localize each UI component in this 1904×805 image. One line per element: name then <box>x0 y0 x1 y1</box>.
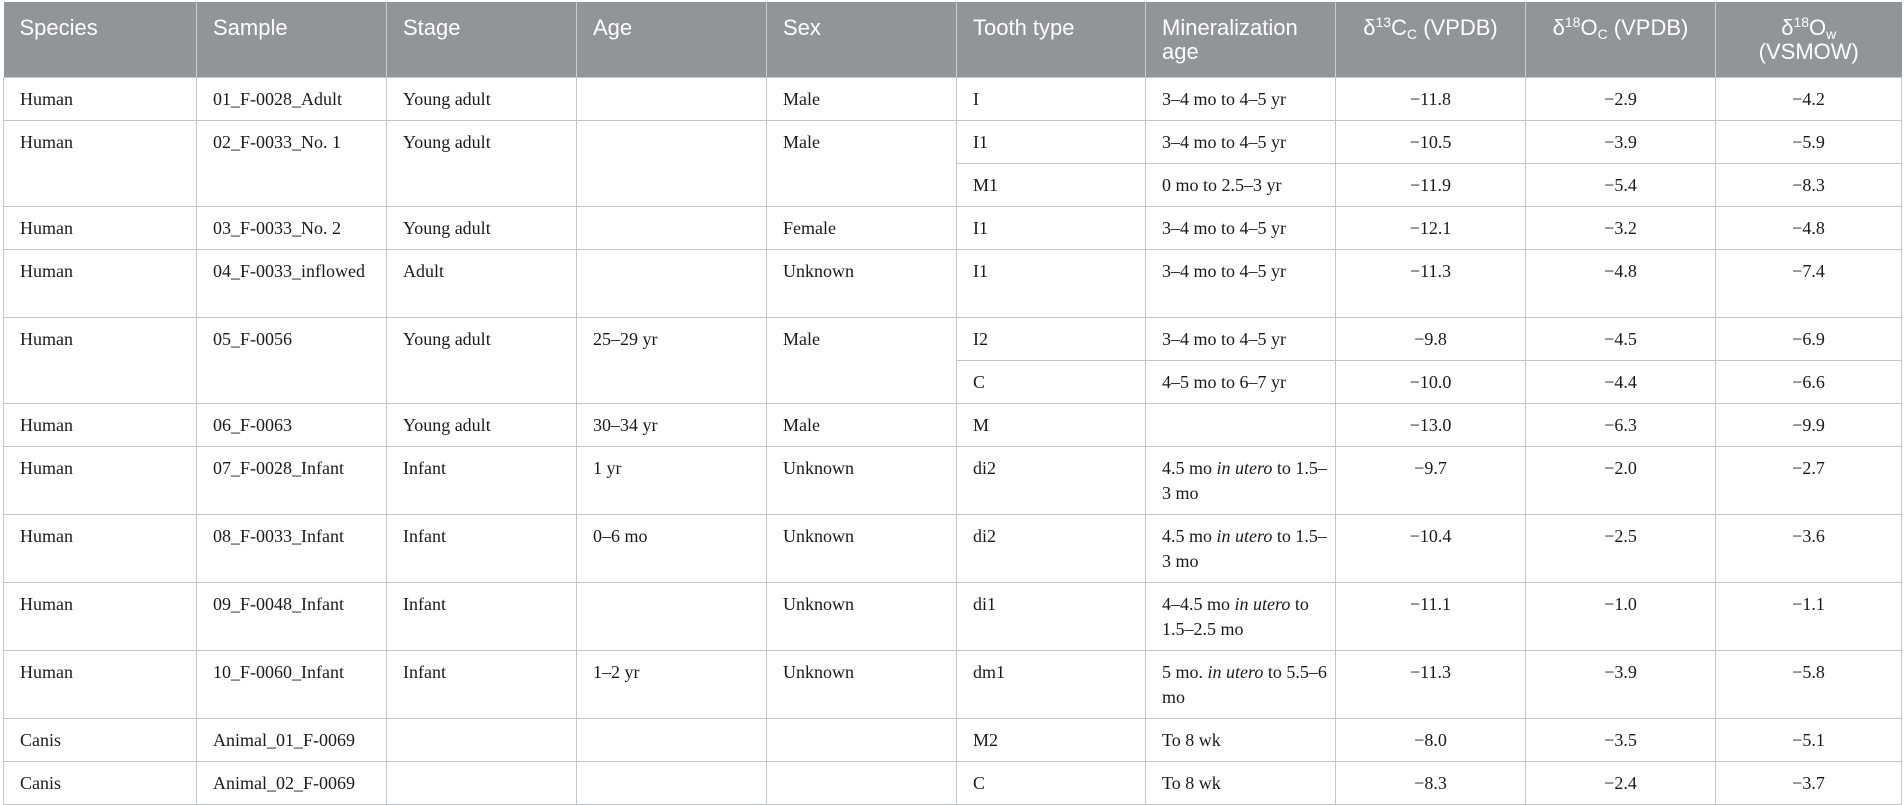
cell-tooth-type: M2 <box>957 719 1146 762</box>
cell-age: 1 yr <box>577 447 767 515</box>
header-d18o-carbonate: $\delta^{18}O_C$ (VPDB) <box>1526 2 1716 78</box>
cell-age: 0–6 mo <box>577 515 767 583</box>
cell-mineralization-age <box>1146 404 1336 447</box>
cell-d13c: −10.4 <box>1336 515 1526 583</box>
cell-d13c: −11.3 <box>1336 250 1526 318</box>
cell-tooth-type: M1 <box>957 164 1146 207</box>
isotope-table-container <box>3 2 1901 805</box>
cell-stage: Young adult <box>387 318 577 404</box>
cell-stage: Infant <box>387 651 577 719</box>
cell-age: 25–29 yr <box>577 318 767 404</box>
cell-mineralization-age: 4.5 mo in utero to 1.5–3 mo <box>1146 447 1336 515</box>
cell-sample: 10_F-0060_Infant <box>197 651 387 719</box>
cell-d13c: −10.5 <box>1336 121 1526 164</box>
header-age: Age <box>577 2 767 78</box>
cell-age: 1–2 yr <box>577 651 767 719</box>
cell-tooth-type: di2 <box>957 447 1146 515</box>
cell-tooth-type: di2 <box>957 515 1146 583</box>
cell-sex <box>767 719 957 762</box>
cell-d13c: −8.0 <box>1336 719 1526 762</box>
cell-species: Canis <box>4 762 197 805</box>
cell-d18ow: −2.7 <box>1716 447 1902 515</box>
table-row <box>4 250 1902 318</box>
cell-d18oc: −3.2 <box>1526 207 1716 250</box>
cell-stage: Infant <box>387 447 577 515</box>
cell-tooth-type: I <box>957 78 1146 121</box>
cell-mineralization-age: 4.5 mo in utero to 1.5–3 mo <box>1146 515 1336 583</box>
cell-sample: Animal_02_F-0069 <box>197 762 387 805</box>
cell-species: Human <box>4 515 197 583</box>
cell-d13c: −11.1 <box>1336 583 1526 651</box>
table-row <box>4 207 1902 250</box>
cell-d18oc: −6.3 <box>1526 404 1716 447</box>
cell-d13c: −13.0 <box>1336 404 1526 447</box>
cell-mineralization-age: 3–4 mo to 4–5 yr <box>1146 78 1336 121</box>
cell-stage <box>387 762 577 805</box>
cell-stage: Infant <box>387 583 577 651</box>
cell-tooth-type: M <box>957 404 1146 447</box>
cell-tooth-type: dm1 <box>957 651 1146 719</box>
cell-d18oc: −2.5 <box>1526 515 1716 583</box>
cell-d18ow: −4.2 <box>1716 78 1902 121</box>
cell-sample: 04_F-0033_inflowed <box>197 250 387 318</box>
cell-species: Human <box>4 318 197 404</box>
cell-d18ow: −9.9 <box>1716 404 1902 447</box>
cell-tooth-type: I1 <box>957 250 1146 318</box>
cell-mineralization-age: 3–4 mo to 4–5 yr <box>1146 207 1336 250</box>
cell-d18oc: −4.4 <box>1526 361 1716 404</box>
cell-tooth-type: C <box>957 361 1146 404</box>
cell-sex: Male <box>767 318 957 404</box>
cell-tooth-type: I1 <box>957 121 1146 164</box>
cell-species: Human <box>4 651 197 719</box>
header-sex: Sex <box>767 2 957 78</box>
cell-age <box>577 121 767 207</box>
cell-d18ow: −5.9 <box>1716 121 1902 164</box>
cell-sample: 08_F-0033_Infant <box>197 515 387 583</box>
header-sample: Sample <box>197 2 387 78</box>
cell-sample: 01_F-0028_Adult <box>197 78 387 121</box>
cell-d18ow: −8.3 <box>1716 164 1902 207</box>
cell-tooth-type: I2 <box>957 318 1146 361</box>
cell-mineralization-age: 5 mo. in utero to 5.5–6 mo <box>1146 651 1336 719</box>
cell-stage: Young adult <box>387 404 577 447</box>
cell-d18ow: −5.1 <box>1716 719 1902 762</box>
header-d18o-water: $\delta^{18}O_w$ (VSMOW) <box>1716 2 1902 78</box>
cell-tooth-type: I1 <box>957 207 1146 250</box>
cell-sex: Male <box>767 78 957 121</box>
cell-sex <box>767 762 957 805</box>
cell-d18ow: −4.8 <box>1716 207 1902 250</box>
cell-d13c: −9.7 <box>1336 447 1526 515</box>
header-stage: Stage <box>387 2 577 78</box>
cell-d18oc: −2.4 <box>1526 762 1716 805</box>
cell-age <box>577 583 767 651</box>
cell-sex: Male <box>767 404 957 447</box>
isotope-table <box>3 2 1902 805</box>
cell-mineralization-age: 4–4.5 mo in utero to 1.5–2.5 mo <box>1146 583 1336 651</box>
header-row <box>4 2 1902 78</box>
cell-sex: Unknown <box>767 250 957 318</box>
cell-species: Human <box>4 250 197 318</box>
cell-d13c: −9.8 <box>1336 318 1526 361</box>
cell-mineralization-age: 4–5 mo to 6–7 yr <box>1146 361 1336 404</box>
table-row <box>4 447 1902 515</box>
cell-species: Human <box>4 121 197 207</box>
cell-species: Human <box>4 404 197 447</box>
cell-d13c: −12.1 <box>1336 207 1526 250</box>
cell-stage: Infant <box>387 515 577 583</box>
cell-d13c: −8.3 <box>1336 762 1526 805</box>
table-header <box>4 2 1902 78</box>
cell-sample: Animal_01_F-0069 <box>197 719 387 762</box>
cell-age <box>577 78 767 121</box>
cell-mineralization-age: To 8 wk <box>1146 719 1336 762</box>
cell-d18ow: −3.7 <box>1716 762 1902 805</box>
cell-mineralization-age: 3–4 mo to 4–5 yr <box>1146 121 1336 164</box>
cell-d18oc: −3.5 <box>1526 719 1716 762</box>
cell-d13c: −11.3 <box>1336 651 1526 719</box>
table-row <box>4 121 1902 164</box>
table-row <box>4 78 1902 121</box>
cell-d18oc: −4.8 <box>1526 250 1716 318</box>
cell-species: Human <box>4 78 197 121</box>
cell-d18oc: −5.4 <box>1526 164 1716 207</box>
cell-d13c: −10.0 <box>1336 361 1526 404</box>
table-row <box>4 583 1902 651</box>
cell-tooth-type: C <box>957 762 1146 805</box>
cell-species: Human <box>4 207 197 250</box>
table-row <box>4 318 1902 361</box>
cell-sample: 09_F-0048_Infant <box>197 583 387 651</box>
cell-age: 30–34 yr <box>577 404 767 447</box>
cell-species: Canis <box>4 719 197 762</box>
cell-d18ow: −6.6 <box>1716 361 1902 404</box>
cell-tooth-type: di1 <box>957 583 1146 651</box>
cell-d13c: −11.8 <box>1336 78 1526 121</box>
table-row <box>4 719 1902 762</box>
table-row <box>4 404 1902 447</box>
cell-d18oc: −3.9 <box>1526 651 1716 719</box>
cell-d13c: −11.9 <box>1336 164 1526 207</box>
cell-d18oc: −2.0 <box>1526 447 1716 515</box>
cell-sample: 03_F-0033_No. 2 <box>197 207 387 250</box>
cell-age <box>577 250 767 318</box>
cell-d18oc: −1.0 <box>1526 583 1716 651</box>
cell-sex: Unknown <box>767 651 957 719</box>
cell-stage: Young adult <box>387 78 577 121</box>
header-mineralization-age: Mineralization age <box>1146 2 1336 78</box>
table-row <box>4 762 1902 805</box>
header-tooth-type: Tooth type <box>957 2 1146 78</box>
cell-species: Human <box>4 447 197 515</box>
cell-age <box>577 719 767 762</box>
cell-stage: Young adult <box>387 207 577 250</box>
cell-sex: Female <box>767 207 957 250</box>
cell-stage: Young adult <box>387 121 577 207</box>
cell-stage <box>387 719 577 762</box>
cell-sex: Unknown <box>767 583 957 651</box>
cell-mineralization-age: 3–4 mo to 4–5 yr <box>1146 250 1336 318</box>
cell-sex: Unknown <box>767 515 957 583</box>
cell-d18oc: −2.9 <box>1526 78 1716 121</box>
cell-sex: Male <box>767 121 957 207</box>
cell-age <box>577 762 767 805</box>
cell-sample: 05_F-0056 <box>197 318 387 404</box>
cell-d18oc: −4.5 <box>1526 318 1716 361</box>
cell-d18ow: −1.1 <box>1716 583 1902 651</box>
header-d13c-carbonate: $\delta^{13}C_C$ (VPDB) <box>1336 2 1526 78</box>
header-species: Species <box>4 2 197 78</box>
cell-species: Human <box>4 583 197 651</box>
table-row <box>4 515 1902 583</box>
cell-sample: 02_F-0033_No. 1 <box>197 121 387 207</box>
cell-d18ow: −6.9 <box>1716 318 1902 361</box>
cell-sex: Unknown <box>767 447 957 515</box>
cell-d18ow: −3.6 <box>1716 515 1902 583</box>
table-body <box>4 78 1902 805</box>
cell-sample: 07_F-0028_Infant <box>197 447 387 515</box>
cell-d18ow: −7.4 <box>1716 250 1902 318</box>
cell-mineralization-age: 0 mo to 2.5–3 yr <box>1146 164 1336 207</box>
cell-sample: 06_F-0063 <box>197 404 387 447</box>
cell-d18ow: −5.8 <box>1716 651 1902 719</box>
cell-mineralization-age: To 8 wk <box>1146 762 1336 805</box>
table-row <box>4 651 1902 719</box>
cell-age <box>577 207 767 250</box>
cell-d18oc: −3.9 <box>1526 121 1716 164</box>
cell-mineralization-age: 3–4 mo to 4–5 yr <box>1146 318 1336 361</box>
cell-stage: Adult <box>387 250 577 318</box>
